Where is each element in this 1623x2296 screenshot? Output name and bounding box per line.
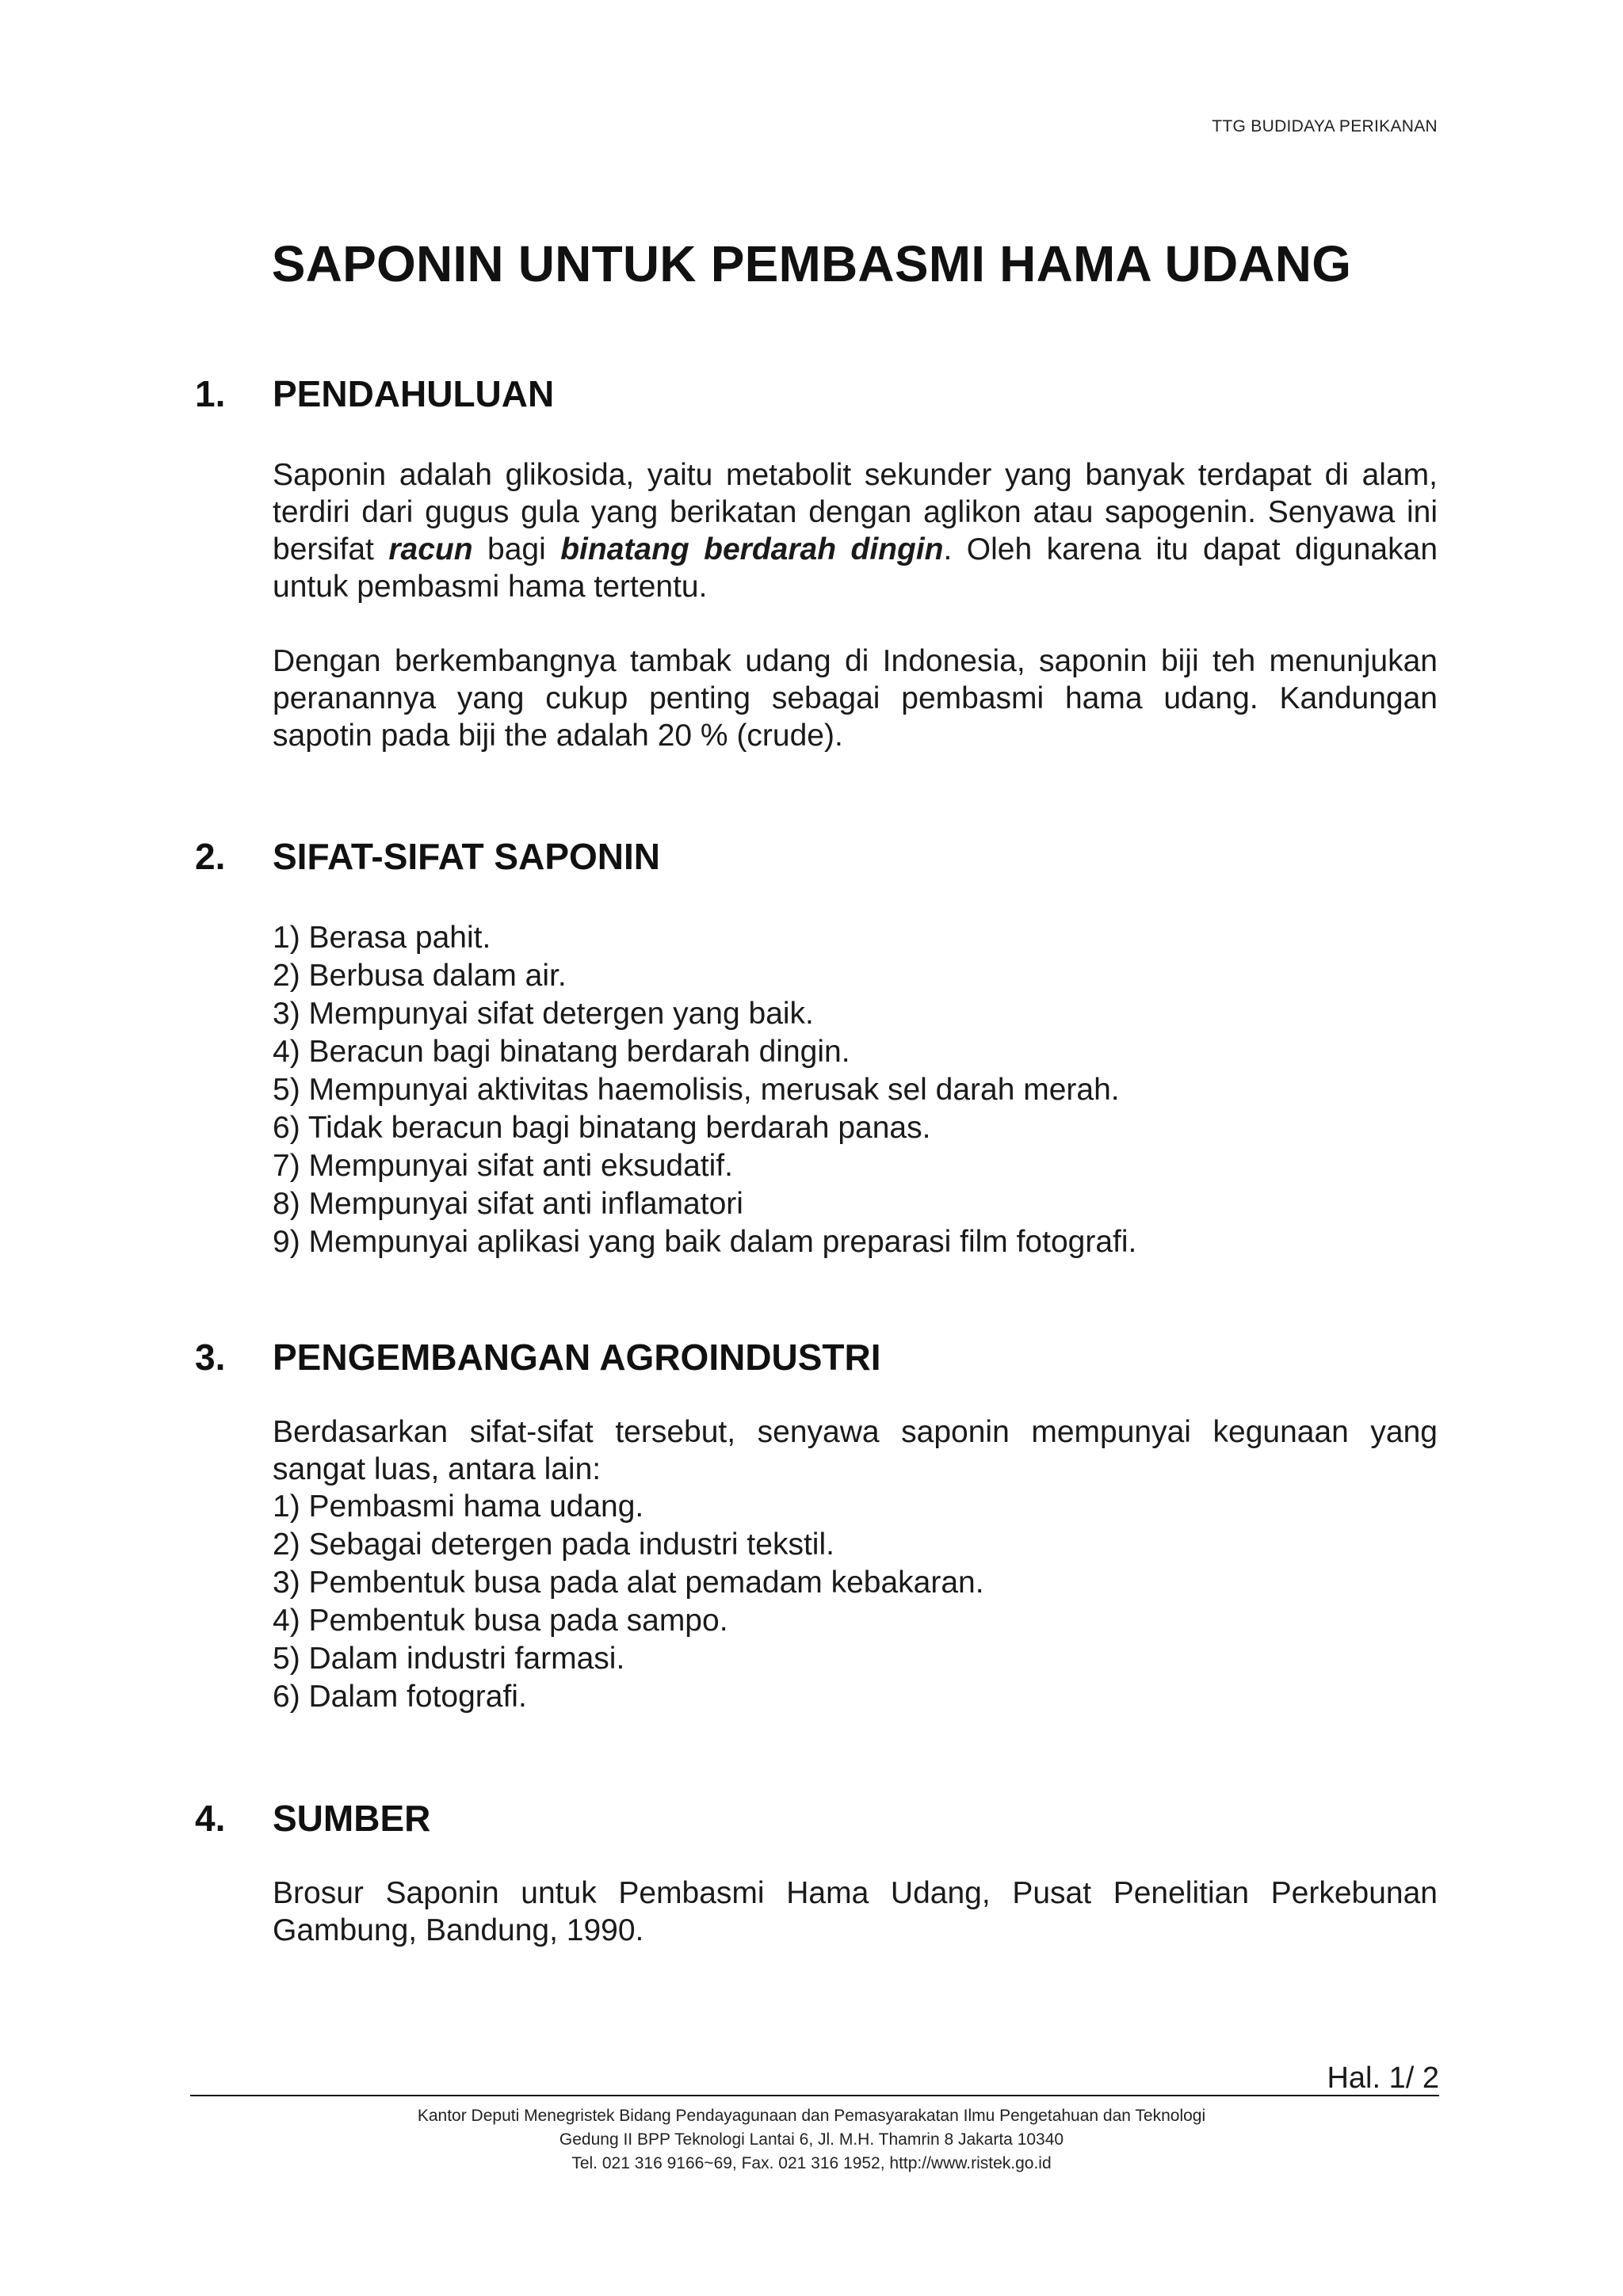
list-item: 5) Dalam industri farmasi. <box>273 1642 625 1676</box>
emphasis-binatang-berdarah-dingin: binatang berdarah dingin <box>560 532 944 566</box>
paragraph-tambak: Dengan berkembangnya tambak udang di Indonesia, saponin biji teh menunjukan peranannya yang cukup penting sebagai pembasmi hama udang. Kandungan sapotin pada biji the adalah 20 % (crude). <box>273 644 1438 753</box>
section-title: SUMBER <box>273 1798 431 1839</box>
list-item: 6) Tidak beracun bagi binatang berdarah panas. <box>273 1111 931 1145</box>
list-item: 1) Berasa pahit. <box>273 921 491 955</box>
page-number: Hal. 1/ 2 <box>1327 2061 1439 2095</box>
paragraph-kegunaan: Berdasarkan sifat-sifat tersebut, senyawa saponin mempunyai kegunaan yang sangat luas, antara lain: <box>273 1415 1438 1486</box>
footer-line-office: Kantor Deputi Menegristek Bidang Pendayagunaan dan Pemasyarakatan Ilmu Pengetahuan dan Teknologi <box>417 2107 1206 2125</box>
paragraph-source: Brosur Saponin untuk Pembasmi Hama Udang, Pusat Penelitian Perkebunan Gambung, Bandung, 1990. <box>273 1876 1438 1947</box>
section-title: PENDAHULUAN <box>273 373 555 414</box>
section-body-sumber <box>273 1875 1438 1949</box>
paragraph-text: bagi <box>472 532 561 566</box>
footer-divider <box>190 2095 1439 2096</box>
paragraph-text: Saponin adalah glikosida, yaitu metabolit sekunder yang banyak terdapat di alam, terdiri dari gugus gula yang berikatan dengan aglikon atau sapogenin. Senyawa ini bersifat <box>273 458 1438 566</box>
list-item: 2) Berbusa dalam air. <box>273 959 567 993</box>
section-number: 1. <box>195 373 226 414</box>
emphasis-racun: racun <box>388 532 473 566</box>
section-title: PENGEMBANGAN AGROINDUSTRI <box>273 1337 881 1378</box>
list-item: 4) Pembentuk busa pada sampo. <box>273 1604 728 1638</box>
list-item: 7) Mempunyai sifat anti eksudatif. <box>273 1149 733 1183</box>
list-item: 6) Dalam fotografi. <box>273 1680 527 1714</box>
section-body-pendahuluan <box>273 456 1438 605</box>
section-heading-pendahuluan <box>195 372 554 415</box>
section-number: 4. <box>195 1798 226 1839</box>
list-item: 3) Mempunyai sifat detergen yang baik. <box>273 997 814 1031</box>
list-item: 8) Mempunyai sifat anti inflamatori <box>273 1187 743 1221</box>
list-item: 9) Mempunyai aplikasi yang baik dalam preparasi film fotografi. <box>273 1225 1137 1259</box>
list-item: 1) Pembasmi hama udang. <box>273 1489 644 1524</box>
section-heading-sifat-sifat-saponin <box>195 835 660 878</box>
section-body-pendahuluan-2 <box>273 643 1438 754</box>
paragraph-text: . Oleh karena itu dapat digunakan untuk pembasmi hama tertentu. <box>273 532 1438 604</box>
section-number: 3. <box>195 1337 226 1378</box>
uses-list <box>273 1488 1438 1716</box>
section-body-sifat <box>273 919 1438 1261</box>
list-item: 4) Beracun bagi binatang berdarah dingin. <box>273 1035 850 1069</box>
properties-list <box>273 919 1438 1261</box>
section-heading-sumber <box>195 1797 430 1840</box>
section-heading-pengembangan-agroindustri <box>195 1336 881 1379</box>
paragraph-intro <box>273 456 1438 605</box>
section-number: 2. <box>195 836 226 877</box>
footer <box>0 2104 1623 2176</box>
list-item: 2) Sebagai detergen pada industri tekstil. <box>273 1527 834 1562</box>
running-header: TTG BUDIDAYA PERIKANAN <box>1212 117 1438 135</box>
section-body-agroindustri <box>273 1413 1438 1716</box>
section-title: SIFAT-SIFAT SAPONIN <box>273 836 660 877</box>
document-title: SAPONIN UNTUK PEMBASMI HAMA UDANG <box>271 235 1352 292</box>
list-item: 3) Pembentuk busa pada alat pemadam kebakaran. <box>273 1566 984 1600</box>
footer-line-address: Gedung II BPP Teknologi Lantai 6, Jl. M.H. Thamrin 8 Jakarta 10340 <box>559 2130 1064 2149</box>
footer-line-contact: Tel. 021 316 9166~69, Fax. 021 316 1952, http://www.ristek.go.id <box>571 2154 1052 2172</box>
list-item: 5) Mempunyai aktivitas haemolisis, merusak sel darah merah. <box>273 1073 1120 1107</box>
